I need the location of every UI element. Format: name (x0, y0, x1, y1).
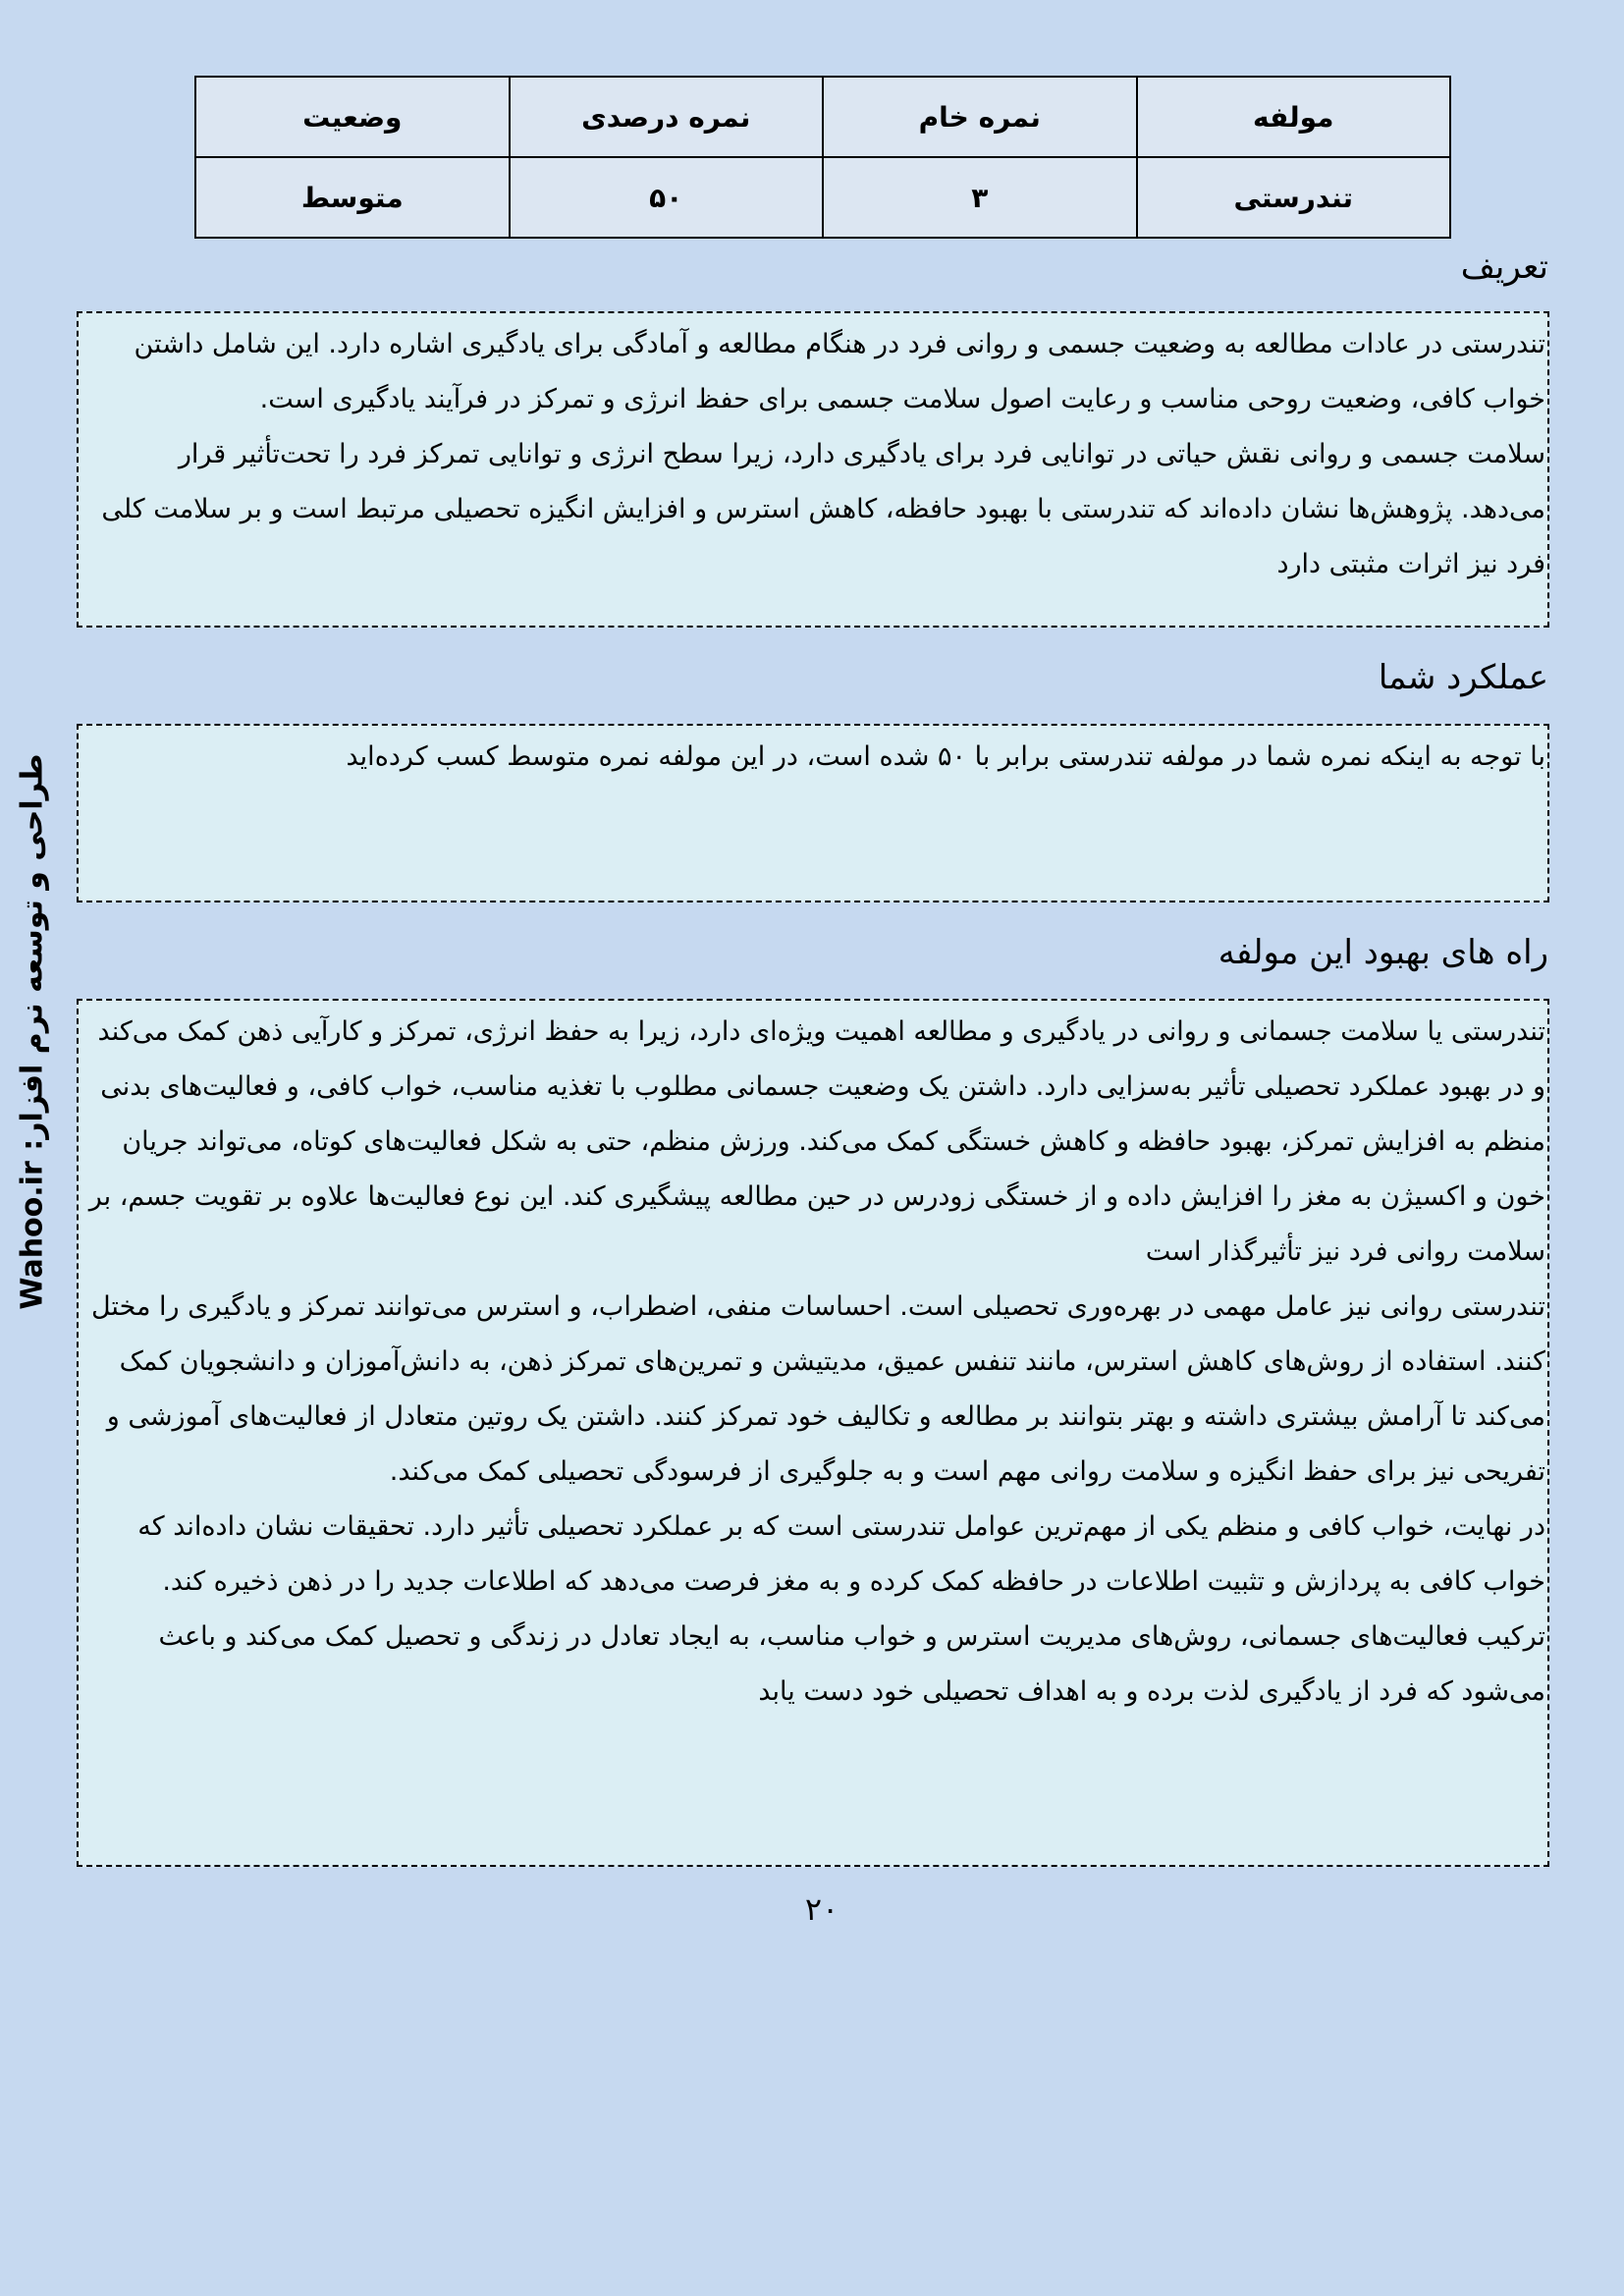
definition-title: تعریف (1460, 247, 1548, 287)
header-cell-raw-score: نمره خام (823, 77, 1137, 157)
header-cell-percent-score: نمره درصدی (510, 77, 824, 157)
improvement-box (77, 999, 1549, 1867)
performance-title: عملکرد شما (1378, 658, 1548, 697)
table-row (195, 157, 1450, 238)
improvement-paragraph: در نهایت، خواب کافی و منظم یکی از مهم‌ترین عوامل تندرستی است که بر عملکرد تحصیلی تأثیر دارد. تحقیقات نشان داده‌اند که خواب کافی به پردازش و تثبیت اطلاعات در حافظه کمک کرده و به مغز فرصت می‌دهد که اطلاعات جدید را در ذهن ذخیره کند. ترکیب فعالیت‌های جسمانی، روش‌های مدیریت استرس و خواب مناسب، به ایجاد تعادل در زندگی و تحصیل کمک می‌کند و باعث می‌شود که فرد از یادگیری لذت برده و به اهداف تحصیلی خود دست یابد (137, 1511, 1545, 1707)
side-credit (8, 752, 57, 1310)
definition-paragraph: تندرستی در عادات مطالعه به وضعیت جسمی و روانی فرد در هنگام مطالعه و آمادگی برای یادگیری اشاره دارد. این شامل داشتن خواب کافی، وضعیت روحی مناسب و رعایت اصول سلامت جسمی برای حفظ انرژی و تمرکز در فرآیند یادگیری است. (134, 329, 1545, 414)
score-table (194, 76, 1451, 239)
improvement-title: راه های بهبود این مولفه (1218, 933, 1548, 972)
performance-box (77, 724, 1549, 902)
improvement-paragraph: تندرستی یا سلامت جسمانی و روانی در یادگیری و مطالعه اهمیت ویژه‌ای دارد، زیرا به حفظ انرژی، تمرکز و کارآیی ذهن کمک می‌کند و در بهبود عملکرد تحصیلی تأثیر به‌سزایی دارد. داشتن یک وضعیت جسمانی مطلوب با تغذیه مناسب، خواب کافی، و فعالیت‌های بدنی منظم به افزایش تمرکز، بهبود حافظه و کاهش خستگی کمک می‌کند. ورزش منظم، حتی به شکل فعالیت‌های کوتاه، می‌تواند جریان خون و اکسیژن به مغز را افزایش داده و از خستگی زودرس در حین مطالعه پیشگیری کند. این نوع فعالیت‌ها علاوه بر تقویت جسم، بر سلامت روانی فرد نیز تأثیرگذار است (88, 1016, 1545, 1267)
side-credit-text: طراحی و توسعه نرم افزار: Wahoo.ir (15, 752, 50, 1310)
definition-paragraph: سلامت جسمی و روانی نقش حیاتی در توانایی فرد برای یادگیری دارد، زیرا سطح انرژی و توانایی تمرکز فرد را تحت‌تأثیر قرار می‌دهد. پژوهش‌ها نشان داده‌اند که تندرستی با بهبود حافظه، کاهش استرس و افزایش انگیزه تحصیلی مرتبط است و بر سلامت کلی فرد نیز اثرات مثبتی دارد (101, 439, 1545, 579)
page-number: ۲۰ (804, 1890, 839, 1928)
cell-component: تندرستی (1137, 157, 1451, 238)
cell-raw-score: ۳ (823, 157, 1137, 238)
improvement-paragraph: تندرستی روانی نیز عامل مهمی در بهره‌وری تحصیلی است. احساسات منفی، اضطراب، و استرس می‌توانند تمرکز و یادگیری را مختل کنند. استفاده از روش‌های کاهش استرس، مانند تنفس عمیق، مدیتیشن و تمرین‌های تمرکز ذهن، به دانش‌آموزان و دانشجویان کمک می‌کند تا آرامش بیشتری داشته و بهتر بتوانند بر مطالعه و تکالیف خود تمرکز کنند. داشتن یک روتین متعادل از فعالیت‌های آموزشی و تفریحی نیز برای حفظ انگیزه و سلامت روانی مهم است و به جلوگیری از فرسودگی تحصیلی کمک می‌کند. (90, 1291, 1545, 1487)
definition-box (77, 311, 1549, 628)
header-cell-status: وضعیت (195, 77, 510, 157)
cell-status: متوسط (195, 157, 510, 238)
performance-text: با توجه به اینکه نمره شما در مولفه تندرستی برابر با ۵۰ شده است، در این مولفه نمره متوسط کسب کرده‌اید (346, 741, 1545, 772)
cell-percent-score: ۵۰ (510, 157, 824, 238)
header-cell-component: مولفه (1137, 77, 1451, 157)
table-header-row (195, 77, 1450, 157)
